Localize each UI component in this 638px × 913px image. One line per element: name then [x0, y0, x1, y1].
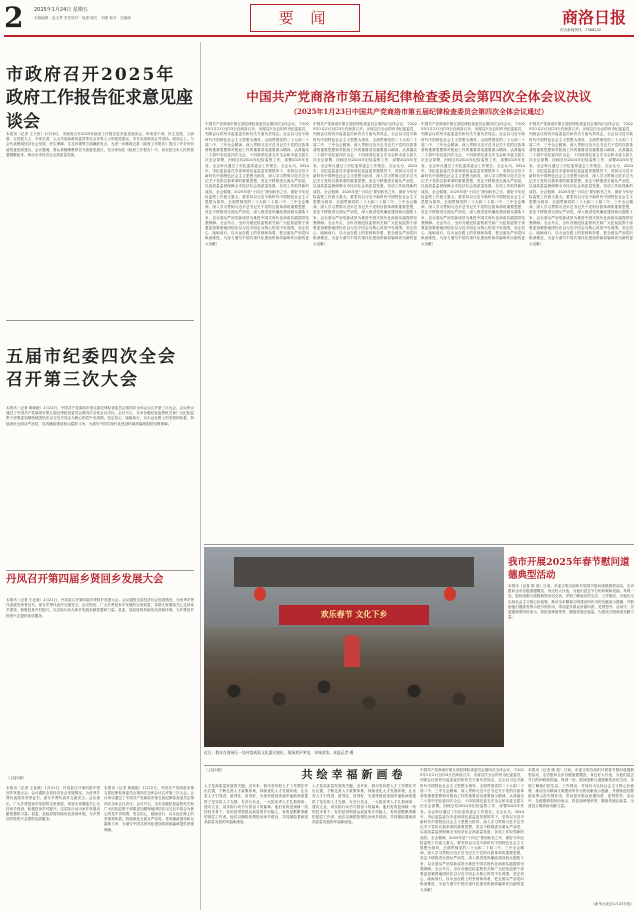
crowd [204, 667, 504, 747]
masthead-rule [4, 35, 634, 37]
section-title-text: 要 闻 [278, 9, 332, 27]
section-title [250, 4, 360, 32]
article3-body: 本报讯（记者 王征威）1月21日，丹凤县召开第四届乡贤回乡发展大会。会议通报全县经济社会发展情况，为优秀乡贤代表颁发荣誉证书，部分乡贤代表作交流发言。会议指出，广大乡贤是家乡发展的宝贵财富，希望大家继续关心支持家乡建设，积极投身乡村振兴，以实际行动为家乡发展贡献智慧和力量。县委、县政府将持续优化营商环境，为乡贤回乡投资兴业提供优质服务。 [6, 598, 194, 618]
article1-headline-line1: 市政府召开2025年 [6, 65, 176, 85]
article2-headline [6, 346, 194, 392]
article5-body: 本报讯（记者 陈 波）日前，市委文明办组织开展春节慰问道德典型活动，走访慰问全市各级道德模范、身边好人代表，为他们送去节日的问候和祝福。每到一处，慰问组都与道德典型亲切交谈，详细了解他们的生活、工作情况，对他们为弘扬社会主义核心价值观、推动全市精神文明建设所作出的贡献表示感谢，并鼓励他们继续发挥示范引领作用，带动更多群众崇德向善、见贤思齐。活动中，各道德典型纷纷表示，将倍加珍惜荣誉，继续传递正能量，为建设文明商洛贡献力量。 [508, 584, 634, 620]
column-text-block: 本报讯（记者 陈 波）日前，市委文明办组织开展春节慰问道德典型活动，走访慰问全市各级道德模范、身边好人代表，为他们送去节日的问候和祝福。每到一处，慰问组都与道德典型亲切交谈，详细了解他们的生活、工作情况，对他们为弘扬社会主义核心价值观、推动全市精神文明建设所作出的贡献表示感谢，并鼓励他们继续发挥示范引领作用，带动更多群众崇德向善、见贤思齐。活动中，各道德典型纷纷表示，将倍加珍惜荣誉，继续传递正能量，为建设文明商洛贡献力量。 [528, 768, 634, 809]
stage-banner-text: 欢乐春节 文化下乡 [320, 610, 388, 619]
continued-label: （上接1版） [6, 776, 27, 780]
stage-banner [279, 605, 429, 625]
column-text-block: 本报讯（记者 黄晓艳）1月22日，中国共产党商洛市第五届纪律检查委员会第四次全体会议召开第三次大会。会议审议通过了中国共产党商洛市第五届纪律检查委员会第四次全体会议决议。会议号召，全市各级纪检监察机关和广大纪检监察干部要更加紧密地团结在以习近平同志为核心的党中央周围，坚定信心、砥砺前行，以永远在路上的坚韧和执着，持续深化全面从严治党、党风廉政建设和反腐败斗争，为谱写中国式现代化建设的商洛篇章提供坚强保障。 [104, 786, 194, 832]
article1-headline [6, 64, 194, 134]
article2-body: 本报讯（记者 黄晓艳）1月22日，中国共产党商洛市第五届纪律检查委员会第四次全体会议召开第三次大会。会议审议通过了中国共产党商洛市第五届纪律检查委员会第四次全体会议决议。会议号召，全市各级纪检监察机关和广大纪检监察干部要更加紧密地团结在以习近平同志为核心的党中央周围，坚定信心、砥砺前行，以永远在路上的坚韧和执着，持续深化全面从严治党、党风廉政建设和反腐败斗争，为谱写中国式现代化建设的商洛篇章提供坚强保障。 [6, 406, 194, 426]
resolution-body-col1: 中国共产党商洛市第五届纪律检查委员会第四次全体会议，于2025年1月21日至23日在商洛召开。出席这次全会的有市纪委委员，列席会议的有市监委委员和有关方面负责同志。全会以习近平新时代中国特色社会主义思想为指导，全面贯彻党的二十大和二十届二中、三中全会精神，深入贯彻习近平总书记关于党的自我革命的重要思想和对陕西工作的重要讲话重要指示精神，认真落实二十届中央纪委四次全会、十四届省纪委五次全会和市委五届九次全会部署，回顾总结2024年纪检监察工作，部署2025年任务。全会审议通过了市纪委常委会工作报告。全会认为，2024年，市纪委监委在市委和省纪委监委坚强领导下，坚持以习近平新时代中国特色社会主义思想为指导，深入学习贯彻习近平总书记关于党的自我革命的重要思想，坚定不移推进全面从严治党，以高质量监督保障全市经济社会高质量发展，各项工作取得新的成效。全会强调，2025年是“十四五”规划收官之年，做好今年纪检监察工作意义重大。要坚持以习近平新时代中国特色社会主义思想为指导，全面贯彻党的二十大和二十届二中、三中全会精神，深入学习贯彻习近平总书记关于党的自我革命的重要思想，坚定不移推进全面从严治党，深入推进党风廉政建设和反腐败斗争，以全面从严治党新成效为推进中国式现代化商洛实践提供坚强保障。全会号召，全市各级纪检监察机关和广大纪检监察干部要更加紧密地团结在以习近平同志为核心的党中央周围，坚定信心、砥砺前行，以永远在路上的坚韧和执着，把全面从严治党向纵深推进，为奋力谱写中国式现代化建设的商洛篇章作出新的更大贡献！ [205, 122, 309, 246]
divider [204, 544, 634, 545]
performer [344, 635, 360, 671]
article6-body-col2: 人才是高质量发展的关键。近年来，我市坚持把人才工作摆在突出位置，不断完善人才政策体系，持续优化人才发展环境，让各类人才引得进、留得住、用得好，为加快建设美丽幸福新商洛提供了坚实的人才支撑。在各行各业，一大批优秀人才扎根商洛、建功立业，用实际行动书写着奋斗的篇章。他们有的是深耕一线的技术骨干，有的是带领群众致富的乡村能人，有的是默默奉献的基层工作者，他们以满腔热情投身家乡建设，共同描绘着商洛高质量发展的幸福新画卷。 [312, 784, 416, 825]
resolution-headline: 中国共产党商洛市第五届纪律检查委员会第四次全体会议决议 [246, 89, 592, 104]
issue-date: 2025年1月24日 星期五 [34, 7, 88, 13]
article5-headline: 我市开展2025年春节慰问道德典型活动 [508, 557, 630, 581]
column-text-block: 本报讯（记者 王征威）1月21日，丹凤县召开第四届乡贤回乡发展大会。会议通报全县经济社会发展情况，为优秀乡贤代表颁发荣誉证书，部分乡贤代表作交流发言。会议指出，广大乡贤是家乡发展的宝贵财富，希望大家继续关心支持家乡建设，积极投身乡村振兴，以实际行动为家乡发展贡献智慧和力量。县委、县政府将持续优化营商环境，为乡贤回乡投资兴业提供优质服务。 [6, 786, 100, 822]
lantern-right [444, 587, 456, 601]
article2-headline-line1: 五届市纪委四次全会 [6, 347, 177, 367]
resolution-body-col2: 中国共产党商洛市第五届纪律检查委员会第四次全体会议，于2025年1月21日至23日在商洛召开。出席这次全会的有市纪委委员，列席会议的有市监委委员和有关方面负责同志。全会以习近平新时代中国特色社会主义思想为指导，全面贯彻党的二十大和二十届二中、三中全会精神，深入贯彻习近平总书记关于党的自我革命的重要思想和对陕西工作的重要讲话重要指示精神，认真落实二十届中央纪委四次全会、十四届省纪委五次全会和市委五届九次全会部署，回顾总结2024年纪检监察工作，部署2025年任务。全会审议通过了市纪委常委会工作报告。全会认为，2024年，市纪委监委在市委和省纪委监委坚强领导下，坚持以习近平新时代中国特色社会主义思想为指导，深入学习贯彻习近平总书记关于党的自我革命的重要思想，坚定不移推进全面从严治党，以高质量监督保障全市经济社会高质量发展，各项工作取得新的成效。全会强调，2025年是“十四五”规划收官之年，做好今年纪检监察工作意义重大。要坚持以习近平新时代中国特色社会主义思想为指导，全面贯彻党的二十大和二十届二中、三中全会精神，深入学习贯彻习近平总书记关于党的自我革命的重要思想，坚定不移推进全面从严治党，深入推进党风廉政建设和反腐败斗争，以全面从严治党新成效为推进中国式现代化商洛实践提供坚强保障。全会号召，全市各级纪检监察机关和广大纪检监察干部要更加紧密地团结在以习近平同志为核心的党中央周围，坚定信心、砥砺前行，以永远在路上的坚韧和执着，把全面从严治党向纵深推进，为奋力谱写中国式现代化建设的商洛篇章作出新的更大贡献！ [313, 122, 417, 246]
divider [6, 320, 194, 321]
roof [234, 557, 474, 587]
divider [204, 765, 634, 766]
editor-credits: 本版编辑：赵玉琴 责任校对：杨建 版式：刘翠 校对：宫丽丽 [34, 16, 131, 20]
column-text-block: （上接1版） [204, 768, 225, 772]
lantern-left [254, 587, 266, 601]
resolution-body-col4: 中国共产党商洛市第五届纪律检查委员会第四次全体会议，于2025年1月21日至23日在商洛召开。出席这次全会的有市纪委委员，列席会议的有市监委委员和有关方面负责同志。全会以习近平新时代中国特色社会主义思想为指导，全面贯彻党的二十大和二十届二中、三中全会精神，深入贯彻习近平总书记关于党的自我革命的重要思想和对陕西工作的重要讲话重要指示精神，认真落实二十届中央纪委四次全会、十四届省纪委五次全会和市委五届九次全会部署，回顾总结2024年纪检监察工作，部署2025年任务。全会审议通过了市纪委常委会工作报告。全会认为，2024年，市纪委监委在市委和省纪委监委坚强领导下，坚持以习近平新时代中国特色社会主义思想为指导，深入学习贯彻习近平总书记关于党的自我革命的重要思想，坚定不移推进全面从严治党，以高质量监督保障全市经济社会高质量发展，各项工作取得新的成效。全会强调，2025年是“十四五”规划收官之年，做好今年纪检监察工作意义重大。要坚持以习近平新时代中国特色社会主义思想为指导，全面贯彻党的二十大和二十届二中、三中全会精神，深入学习贯彻习近平总书记关于党的自我革命的重要思想，坚定不移推进全面从严治党，深入推进党风廉政建设和反腐败斗争，以全面从严治党新成效为推进中国式现代化商洛实践提供坚强保障。全会号召，全市各级纪检监察机关和广大纪检监察干部要更加紧密地团结在以习近平同志为核心的党中央周围，坚定信心、砥砺前行，以永远在路上的坚韧和执着，把全面从严治党向纵深推进，为奋力谱写中国式现代化建设的商洛篇章作出新的更大贡献！ [529, 122, 633, 246]
resolution-body-col3: 中国共产党商洛市第五届纪律检查委员会第四次全体会议，于2025年1月21日至23日在商洛召开。出席这次全会的有市纪委委员，列席会议的有市监委委员和有关方面负责同志。全会以习近平新时代中国特色社会主义思想为指导，全面贯彻党的二十大和二十届二中、三中全会精神，深入贯彻习近平总书记关于党的自我革命的重要思想和对陕西工作的重要讲话重要指示精神，认真落实二十届中央纪委四次全会、十四届省纪委五次全会和市委五届九次全会部署，回顾总结2024年纪检监察工作，部署2025年任务。全会审议通过了市纪委常委会工作报告。全会认为，2024年，市纪委监委在市委和省纪委监委坚强领导下，坚持以习近平新时代中国特色社会主义思想为指导，深入学习贯彻习近平总书记关于党的自我革命的重要思想，坚定不移推进全面从严治党，以高质量监督保障全市经济社会高质量发展，各项工作取得新的成效。全会强调，2025年是“十四五”规划收官之年，做好今年纪检监察工作意义重大。要坚持以习近平新时代中国特色社会主义思想为指导，全面贯彻党的二十大和二十届二中、三中全会精神，深入学习贯彻习近平总书记关于党的自我革命的重要思想，坚定不移推进全面从严治党，深入推进党风廉政建设和反腐败斗争，以全面从严治党新成效为推进中国式现代化商洛实践提供坚强保障。全会号召，全市各级纪检监察机关和广大纪检监察干部要更加紧密地团结在以习近平同志为核心的党中央周围，坚定信心、砥砺前行，以永远在路上的坚韧和执着，把全面从严治党向纵深推进，为奋力谱写中国式现代化建设的商洛篇章作出新的更大贡献！ [421, 122, 525, 246]
photo-caption: 近日，群众在商州区一处村落观看文化惠民演出，现场欢声笑语，年味浓浓。本报记者 摄 [204, 750, 354, 755]
column-divider [200, 42, 201, 910]
article1-headline-line2: 政府工作报告征求意见座谈会 [6, 88, 193, 132]
article3-headline: 丹凤召开第四届乡贤回乡发展大会 [6, 573, 164, 585]
resolution-subtitle: （2025年1月23日中国共产党商洛市第五届纪律检查委员会第四次全体会议通过） [289, 107, 549, 116]
dateline: （新华社北京1月23日电） [591, 902, 634, 906]
article6-body: 人才是高质量发展的关键。近年来，我市坚持把人才工作摆在突出位置，不断完善人才政策体系，持续优化人才发展环境，让各类人才引得进、留得住、用得好，为加快建设美丽幸福新商洛提供了坚实的人才支撑。在各行各业，一大批优秀人才扎根商洛、建功立业，用实际行动书写着奋斗的篇章。他们有的是深耕一线的技术骨干，有的是带领群众致富的乡村能人，有的是默默奉献的基层工作者，他们以满腔热情投身家乡建设，共同描绘着商洛高质量发展的幸福新画卷。 [204, 784, 308, 825]
news-hotline: 综合新闻热线：2388232 [560, 28, 602, 32]
page-number: 2 [4, 1, 24, 34]
article6-headline: 共绘幸福新画卷 [301, 768, 407, 781]
column-text-block: 中国共产党商洛市第五届纪律检查委员会第四次全体会议，于2025年1月21日至23日在商洛召开。出席这次全会的有市纪委委员，列席会议的有市监委委员和有关方面负责同志。全会以习近平新时代中国特色社会主义思想为指导，全面贯彻党的二十大和二十届二中、三中全会精神，深入贯彻习近平总书记关于党的自我革命的重要思想和对陕西工作的重要讲话重要指示精神，认真落实二十届中央纪委四次全会、十四届省纪委五次全会和市委五届九次全会部署，回顾总结2024年纪检监察工作，部署2025年任务。全会审议通过了市纪委常委会工作报告。全会认为，2024年，市纪委监委在市委和省纪委监委坚强领导下，坚持以习近平新时代中国特色社会主义思想为指导，深入学习贯彻习近平总书记关于党的自我革命的重要思想，坚定不移推进全面从严治党，以高质量监督保障全市经济社会高质量发展，各项工作取得新的成效。全会强调，2025年是“十四五”规划收官之年，做好今年纪检监察工作意义重大。要坚持以习近平新时代中国特色社会主义思想为指导，全面贯彻党的二十大和二十届二中、三中全会精神，深入学习贯彻习近平总书记关于党的自我革命的重要思想，坚定不移推进全面从严治党，深入推进党风廉政建设和反腐败斗争，以全面从严治党新成效为推进中国式现代化商洛实践提供坚强保障。全会号召，全市各级纪检监察机关和广大纪检监察干部要更加紧密地团结在以习近平同志为核心的党中央周围，坚定信心、砥砺前行，以永远在路上的坚韧和执着，把全面从严治党向纵深推进，为奋力谱写中国式现代化建设的商洛篇章作出新的更大贡献！ [420, 768, 524, 892]
news-photo [204, 547, 504, 747]
newspaper-logo: 商洛日报 [562, 8, 627, 27]
divider [6, 570, 194, 571]
article2-headline-line2: 召开第三次大会 [6, 370, 139, 390]
article1-body: 本报讯（记者 王天形）1月20日，市政府召开2025年政府工作报告征求意见座谈会，听取老干部、民主党派、工商联、无党派人士、专家学者、人大代表和政协委员等社会各界人士的意见建议。市长出席座谈会并讲话。座谈会上，与会代表围绕经济社会发展、民生保障、生态环境等方面踊跃发言，为进一步修改完善《政府工作报告》提出了许多有价值的意见和建议。会议强调，要认真梳理吸纳各方面意见建议，充分体现在《政府工作报告》中，切实把全市人民的智慧凝聚起来，推动全市经济社会高质量发展。 [6, 132, 194, 157]
